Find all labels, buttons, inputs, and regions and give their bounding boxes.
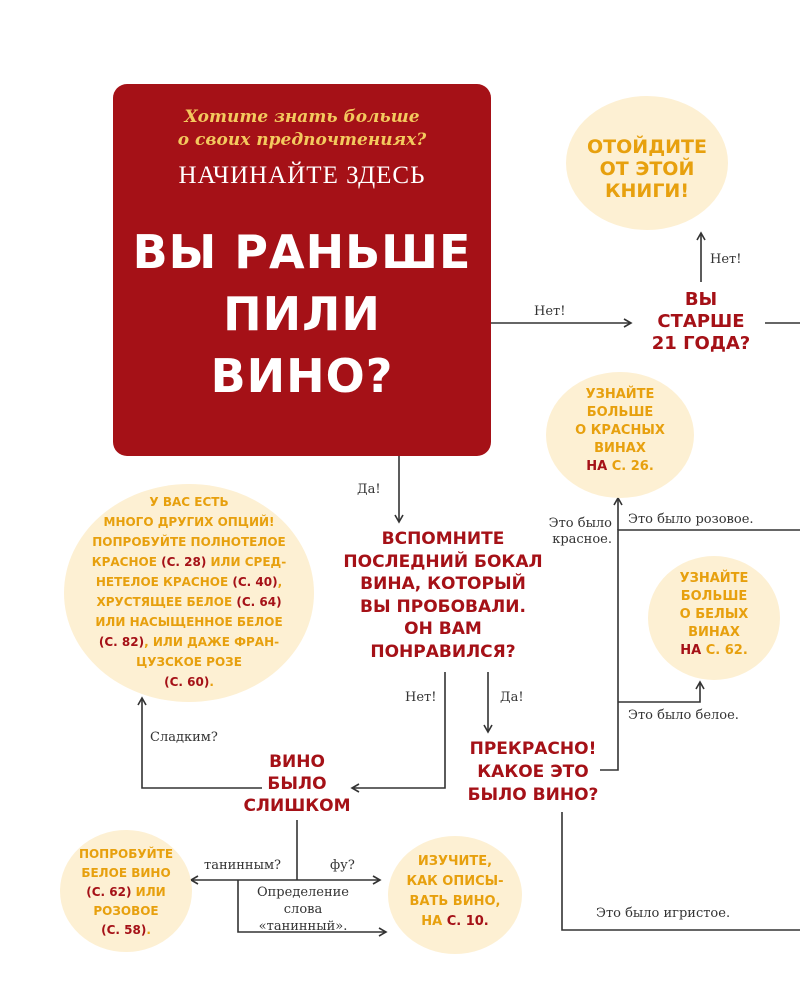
- wine-type-question: [458, 738, 608, 807]
- options-text-part: НЕТЕЛОЕ КРАСНОЕ: [95, 575, 233, 589]
- age-question-line: 21 ГОДА?: [651, 333, 751, 354]
- options-line: [64, 672, 314, 692]
- start-question-1: ВЫ РАНЬШЕ: [132, 225, 472, 279]
- red-info-page-ref: С. 26.: [611, 459, 654, 474]
- options-page-ref: (С. 40): [232, 575, 278, 589]
- wine-type-line: КАКОЕ ЭТО: [477, 762, 589, 782]
- white-info-page-ref: С. 62.: [705, 643, 748, 658]
- label-was-red-line: Это было: [548, 516, 612, 531]
- options-text-part: ИЛИ СРЕД-: [206, 555, 287, 569]
- try-white-text-part: ИЛИ: [131, 885, 166, 899]
- start-box: [113, 84, 491, 456]
- white-info-line: УЗНАЙТЕ: [679, 571, 749, 586]
- options-text: [64, 492, 314, 692]
- label-no-21: Нет!: [710, 252, 742, 267]
- options-line: ПОПРОБУЙТЕ ПОЛНОТЕЛОЕ: [92, 535, 286, 549]
- try-white-line: [60, 883, 192, 902]
- start-subtitle-1: Хотите знать больше: [184, 107, 420, 127]
- learn-describe-text: [388, 852, 522, 932]
- try-white-line: ПОПРОБУЙТЕ: [78, 847, 174, 861]
- red-info-text: [546, 386, 694, 476]
- label-no-start: Нет!: [534, 304, 566, 319]
- red-info-line: БОЛЬШЕ: [586, 405, 654, 420]
- label-definition: [250, 884, 356, 935]
- too-line: БЫЛО: [267, 774, 327, 794]
- start-question-3: ВИНО?: [210, 349, 394, 403]
- red-info-line: УЗНАЙТЕ: [585, 387, 655, 402]
- wine-type-line: ПРЕКРАСНО!: [469, 739, 597, 759]
- too-line: СЛИШКОМ: [243, 796, 351, 816]
- label-sweet: Сладким?: [150, 730, 218, 745]
- too-line: ВИНО: [269, 752, 325, 772]
- white-info-prefix: НА: [680, 643, 702, 658]
- label-was-white: Это было белое.: [628, 708, 739, 723]
- label-tannic: танинным?: [204, 858, 282, 873]
- step-away-line: ОТОЙДИТЕ: [587, 136, 707, 158]
- learn-describe-line: КАК ОПИСЫ-: [406, 874, 504, 889]
- options-line: [64, 592, 314, 612]
- start-question-2: ПИЛИ: [223, 287, 381, 341]
- options-text-part: ХРУСТЯЩЕЕ БЕЛОЕ: [96, 595, 237, 609]
- remember-line: ВЫ ПРОБОВАЛИ.: [360, 596, 526, 617]
- label-was-rose: Это было розовое.: [628, 512, 754, 527]
- options-text-part: .: [209, 675, 214, 689]
- learn-describe-line: [388, 912, 522, 932]
- age-question-line: СТАРШЕ: [657, 311, 745, 332]
- options-text-part: ,: [277, 575, 283, 589]
- learn-describe-page-ref: С. 10.: [446, 914, 489, 929]
- label-no-liked: Нет!: [405, 690, 437, 705]
- wine-type-line: БЫЛО ВИНО?: [467, 785, 599, 805]
- start-here-label: НАЧИНАЙТЕ ЗДЕСЬ: [178, 162, 426, 189]
- try-white-line: [60, 921, 192, 940]
- white-info-text: [648, 570, 780, 660]
- remember-question: [330, 528, 556, 663]
- options-page-ref: (С. 82): [98, 635, 145, 649]
- label-yes-start: Да!: [357, 482, 381, 497]
- learn-describe-text-part: НА: [421, 914, 447, 929]
- remember-line: ПОСЛЕДНИЙ БОКАЛ: [343, 551, 543, 572]
- red-info-line: О КРАСНЫХ: [575, 423, 665, 438]
- red-info-line: ВИНАХ: [594, 441, 646, 456]
- learn-describe-line: ИЗУЧИТЕ,: [417, 854, 493, 869]
- step-away-text: [566, 136, 728, 202]
- try-white-text-part: .: [146, 923, 151, 937]
- options-page-ref: (С. 60): [164, 675, 210, 689]
- options-text-part: КРАСНОЕ: [91, 555, 162, 569]
- remember-line: ВСПОМНИТЕ: [381, 529, 505, 549]
- white-info-line: ВИНАХ: [688, 625, 740, 640]
- options-line: [64, 572, 314, 592]
- too-question: [236, 751, 358, 817]
- label-yuck: фу?: [330, 858, 355, 873]
- remember-line: ОН ВАМ: [404, 619, 482, 639]
- try-white-line: РОЗОВОЕ: [93, 904, 159, 918]
- options-line: [64, 552, 314, 572]
- options-line: ЦУЗСКОЕ РОЗЕ: [136, 655, 242, 669]
- label-was-sparkling: Это было игристое.: [596, 906, 731, 921]
- label-definition-line: «танинный».: [258, 919, 348, 934]
- try-white-text: [60, 845, 192, 940]
- try-white-line: БЕЛОЕ ВИНО: [81, 866, 171, 880]
- label-was-red-line: красное.: [552, 532, 612, 547]
- label-definition-line: Определение: [256, 885, 349, 900]
- label-yes-liked: Да!: [500, 690, 524, 705]
- try-white-page-ref: (С. 58): [101, 923, 147, 937]
- step-away-line: ОТ ЭТОЙ: [599, 158, 695, 180]
- options-line: ИЛИ НАСЫЩЕННОЕ БЕЛОЕ: [95, 615, 283, 629]
- options-line: У ВАС ЕСТЬ: [149, 495, 229, 509]
- options-page-ref: (С. 28): [161, 555, 207, 569]
- age-question-line: ВЫ: [684, 289, 718, 310]
- try-white-page-ref: (С. 62): [86, 885, 132, 899]
- start-subtitle-2: о своих предпочтениях?: [177, 130, 427, 150]
- arrow-white: [618, 682, 700, 702]
- label-definition-line: слова: [283, 902, 323, 917]
- age-question: [638, 289, 764, 355]
- options-page-ref: (С. 64): [236, 595, 282, 609]
- white-info-line: БОЛЬШЕ: [680, 589, 748, 604]
- options-text-part: , ИЛИ ДАЖЕ ФРАН-: [144, 635, 280, 649]
- white-info-line: О БЕЛЫХ: [679, 607, 749, 622]
- red-info-prefix: НА: [586, 459, 608, 474]
- step-away-line: КНИГИ!: [604, 180, 689, 202]
- remember-line: ВИНА, КОТОРЫЙ: [360, 574, 526, 594]
- learn-describe-line: ВАТЬ ВИНО,: [409, 894, 501, 909]
- options-line: [64, 632, 314, 652]
- options-line: МНОГО ДРУГИХ ОПЦИЙ!: [103, 515, 275, 529]
- remember-line: ПОНРАВИЛСЯ?: [370, 641, 516, 662]
- label-was-red: [544, 516, 612, 548]
